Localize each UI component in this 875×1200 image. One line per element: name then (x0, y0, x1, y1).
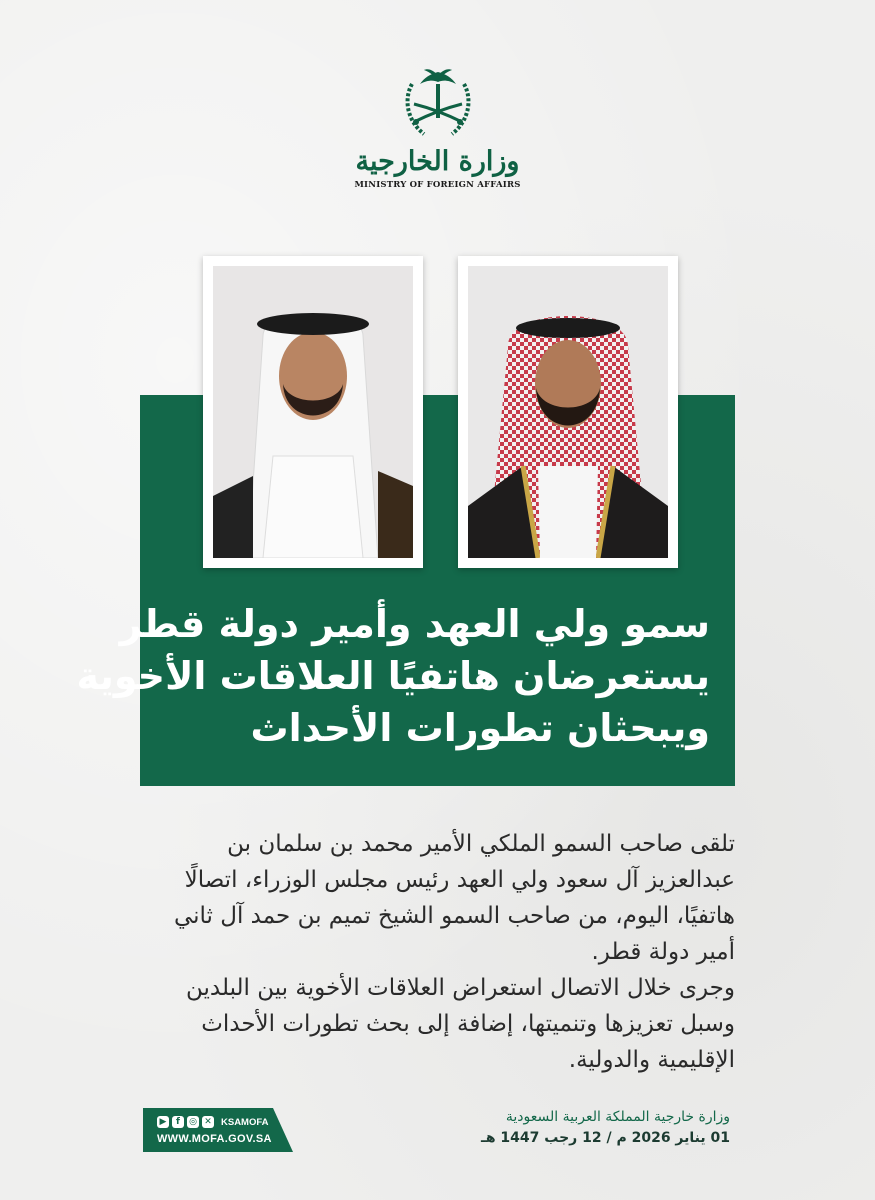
x-icon[interactable]: ✕ (202, 1116, 214, 1128)
headline-line: سمو ولي العهد وأمير دولة قطر (119, 602, 710, 646)
news-body (120, 826, 735, 1078)
portrait-left-image (213, 266, 413, 558)
website-link[interactable]: WWW.MOFA.GOV.SA (157, 1133, 272, 1145)
social-icons (157, 1115, 269, 1129)
body-line: أمير دولة قطر. (591, 939, 735, 965)
body-line: وسبل تعزيزها وتنميتها، إضافة إلى بحث تطورات الأحداث (201, 1011, 735, 1037)
youtube-icon[interactable]: ▶ (157, 1116, 169, 1128)
ministry-logo (0, 64, 875, 190)
body-line: تلقى صاحب السمو الملكي الأمير محمد بن سلمان بن (227, 831, 735, 857)
logo-english-text: MINISTRY OF FOREIGN AFFAIRS (354, 180, 521, 190)
source-organization: وزارة خارجية المملكة العربية السعودية (505, 1109, 730, 1125)
body-line: عبدالعزيز آل سعود ولي العهد رئيس مجلس الوزراء، اتصالًا (184, 867, 735, 893)
footer-source (420, 1107, 730, 1149)
instagram-icon[interactable]: ◎ (187, 1116, 199, 1128)
social-footer (143, 1108, 293, 1152)
headline-line: ويبحثان تطورات الأحداث (250, 706, 710, 750)
body-line: الإقليمية والدولية. (568, 1047, 735, 1073)
logo-arabic-text: وزارة الخارجية (355, 146, 520, 177)
portrait-left (203, 256, 423, 568)
saudi-emblem-icon (398, 64, 478, 142)
body-line: هاتفيًا، اليوم، من صاحب السمو الشيخ تميم بن حمد آل ثاني (173, 903, 735, 929)
portrait-right-image (468, 266, 668, 558)
body-line: وجرى خلال الاتصال استعراض العلاقات الأخوية بين البلدين (185, 975, 735, 1001)
facebook-icon[interactable]: f (172, 1116, 184, 1128)
portrait-right (458, 256, 678, 568)
headline-line: يستعرضان هاتفيًا العلاقات الأخوية (76, 654, 710, 698)
publish-date: 01 يناير 2026 م / 12 رجب 1447 هـ (481, 1130, 730, 1146)
social-handle[interactable]: KSAMOFA (221, 1116, 269, 1128)
headline-title (76, 598, 710, 754)
